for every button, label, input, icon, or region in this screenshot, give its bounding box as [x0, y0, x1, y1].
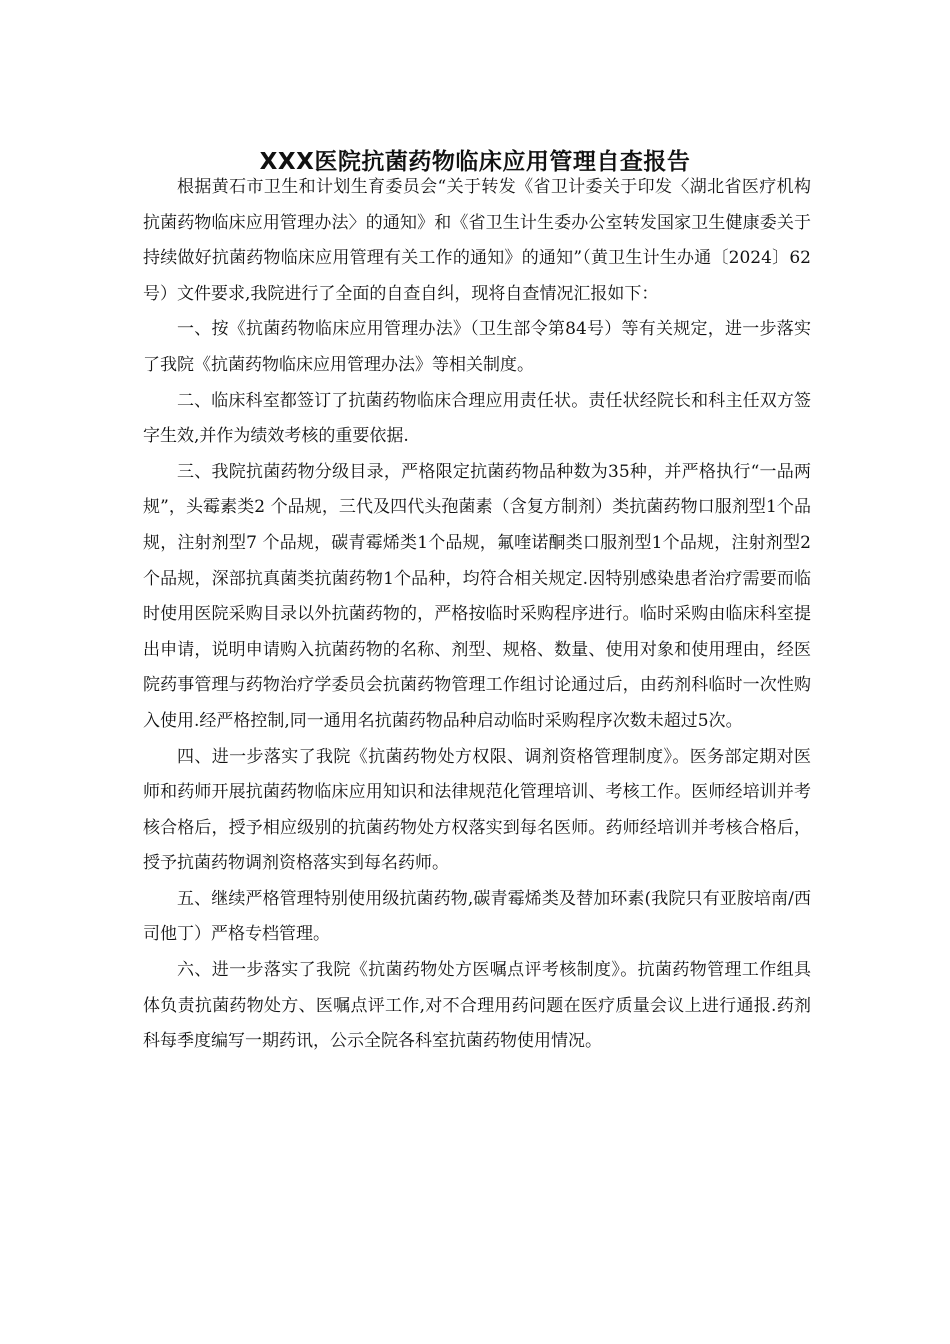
section-3-paragraph: 三、我院抗菌药物分级目录，严格限定抗菌药物品种数为35种，并严格执行“一品两规”，头霉素类2 个品规，三代及四代头孢菌素（含复方制剂）类抗菌药物口服剂型1个品规，注射剂型7 个品规，碳青霉烯类1个品规，氟喹诺酮类口服剂型1个品规，注射剂型2 个品规，深部抗真菌类抗菌药物1个品种，均符合相关规定.因特别感染患者治疗需要而临时使用医院采购目录以外抗菌药物的，严格按临时采购程序进行。临时采购由临床科室提出申请，说明申请购入抗菌药物的名称、剂型、规格、数量、使用对象和使用理由，经医院药事管理与药物治疗学委员会抗菌药物管理工作组讨论通过后，由药剂科临时一次性购入使用.经严格控制,同一通用名抗菌药物品种启动临时采购程序次数未超过5次。: [143, 461, 811, 731]
intro-paragraph: 根据黄石市卫生和计划生育委员会“关于转发《省卫计委关于印发〈湖北省医疗机构抗菌药物临床应用管理办法〉的通知》和《省卫生计生委办公室转发国家卫生健康委关于持续做好抗菌药物临床应用管理有关工作的通知》的通知”（黄卫生计生办通〔2024〕62 号）文件要求,我院进行了全面的自查自纠，现将自查情况汇报如下：: [143, 177, 811, 304]
section-6-paragraph: 六、进一步落实了我院《抗菌药物处方医嘱点评考核制度》。抗菌药物管理工作组具体负责抗菌药物处方、医嘱点评工作,对不合理用药问题在医疗质量会议上进行通报.药剂科每季度编写一期药讯，公示全院各科室抗菌药物使用情况。: [143, 960, 811, 1052]
document-body: [143, 170, 811, 1060]
section-2-paragraph: 二、临床科室都签订了抗菌药物临床合理应用责任状。责任状经院长和科主任双方签字生效,并作为绩效考核的重要依据.: [143, 390, 811, 447]
document-title: XXX医院抗菌药物临床应用管理自查报告: [259, 149, 691, 176]
section-1-paragraph: 一、按《抗菌药物临床应用管理办法》（卫生部令第84号）等有关规定，进一步落实了我院《抗菌药物临床应用管理办法》等相关制度。: [143, 319, 811, 375]
section-4-paragraph: 四、进一步落实了我院《抗菌药物处方权限、调剂资格管理制度》。医务部定期对医师和药师开展抗菌药物临床应用知识和法律规范化管理培训、考核工作。医师经培训并考核合格后，授予相应级别的抗菌药物处方权落实到每名医师。药师经培训并考核合格后，授予抗菌药物调剂资格落实到每名药师。: [143, 746, 811, 874]
section-5-paragraph: 五、继续严格管理特别使用级抗菌药物,碳青霉烯类及替加环素(我院只有亚胺培南/西司他丁）严格专档管理。: [143, 888, 811, 945]
